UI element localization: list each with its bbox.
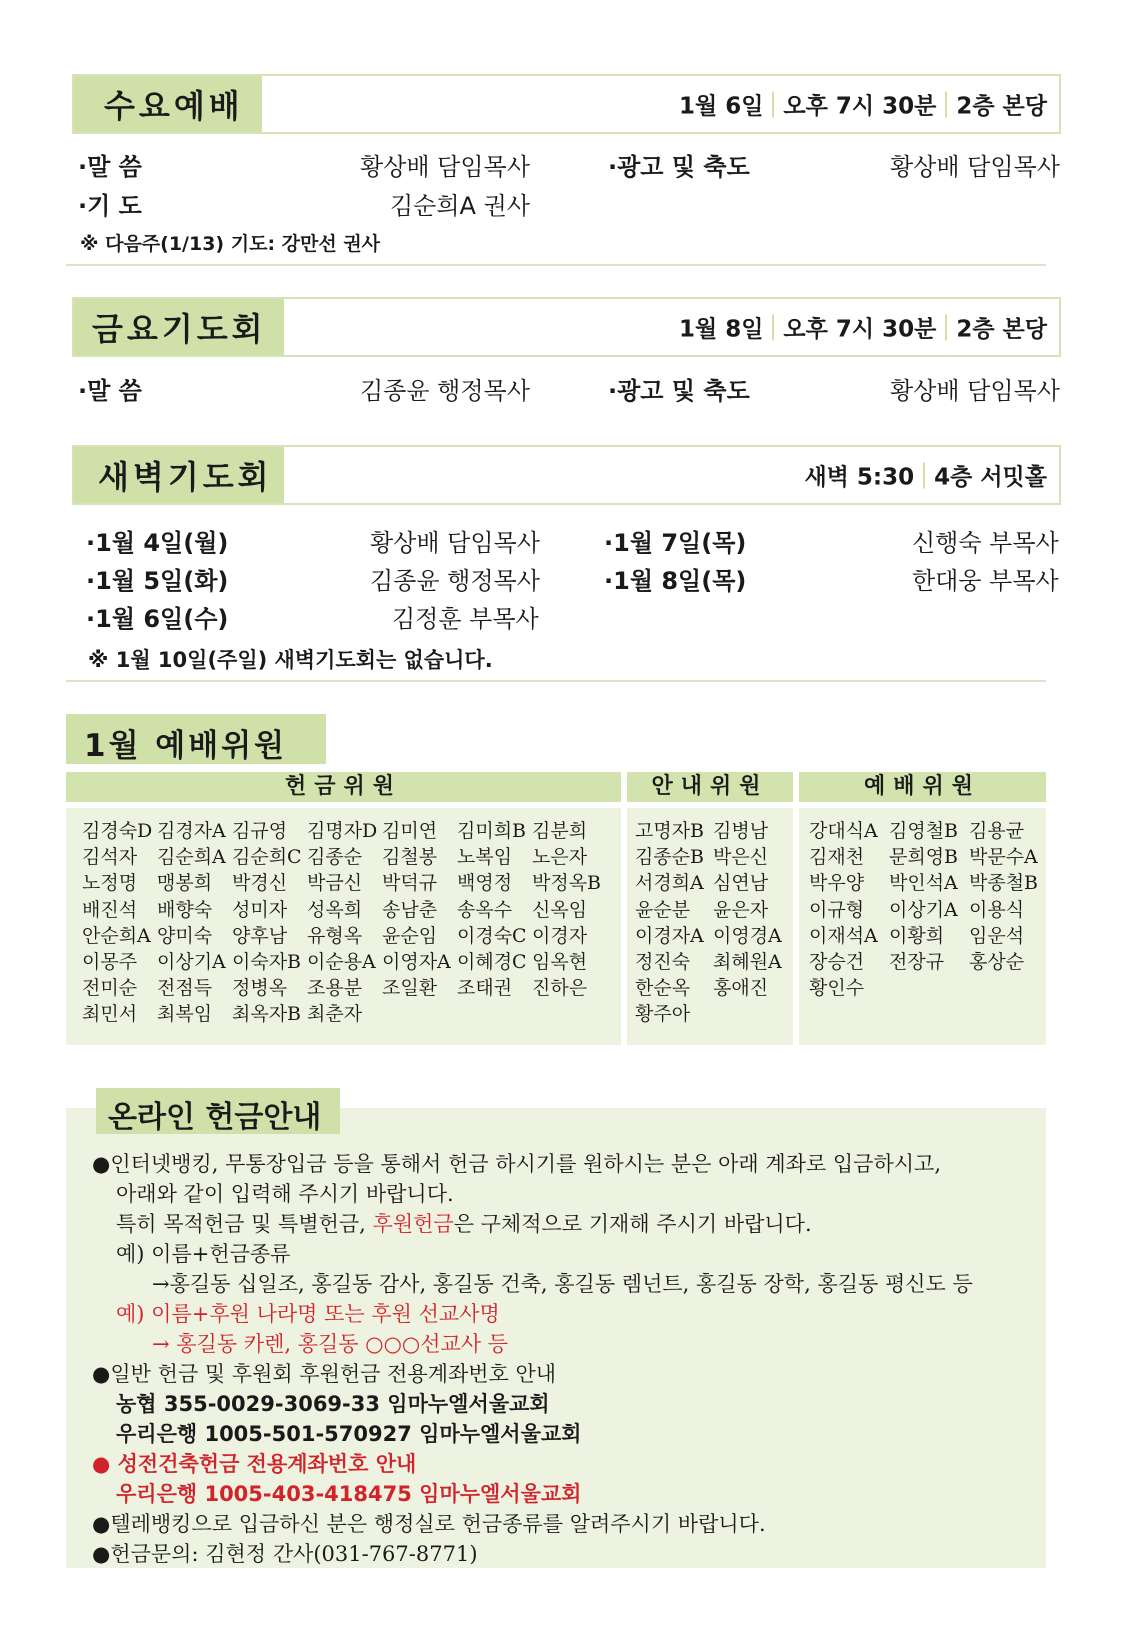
offering-name: 김미연 [382,820,438,842]
dawn-value: 김정훈 부목사 [392,605,539,633]
offering-name: 김순희C [232,846,302,869]
dawn-info [804,459,1047,492]
account-number: 농협 355-0029-3069-33 임마누엘서울교회 [116,1392,550,1416]
wed-title: 수요예배 [104,87,244,125]
offering-name: 김종순 [307,846,363,869]
usher-names [635,818,791,1028]
offering-name: 유형옥 [307,924,363,947]
worship-name: 박종철B [969,872,1039,895]
fri-value: 김종윤 행정목사 [360,377,530,405]
offering-name: 조용분 [307,977,363,1000]
offering-name: 김규영 [232,820,288,842]
offering-name: 최민서 [82,1003,138,1026]
offering-row [82,897,607,923]
usher-name: 홍애진 [713,977,769,1000]
offering-names [82,818,607,1028]
offering-name: 윤순임 [382,924,438,947]
usher-name: 윤은자 [713,898,769,921]
online-line: ●텔레뱅킹으로 입금하신 분은 행정실로 헌금종류를 알려주시기 바랍니다. [92,1512,766,1536]
usher-row [635,949,791,975]
fri-label: ·말 씀 [78,377,142,405]
online-line: →홍길동 십일조, 홍길동 감사, 홍길동 건축, 홍길동 렘넌트, 홍길동 장학, 홍길동 평신도 등 [152,1272,973,1296]
offering-name: 김순희A [157,846,226,869]
worship-name: 박인석A [889,872,958,895]
dawn-place: 4층 서밋홀 [934,464,1047,491]
worship-name: 이황희 [889,924,945,947]
online-text: 특히 목적헌금 및 특별헌금, [116,1212,373,1236]
wed-label: ·말 씀 [78,153,142,181]
worship-name: 김재천 [809,846,865,869]
offering-name: 이순용A [307,951,376,974]
online-line: → 홍길동 카렌, 홍길동 ○○○선교사 등 [152,1332,509,1356]
dawn-label: ·1월 4일(월) [86,529,229,557]
usher-name: 이경자A [635,924,704,947]
fri-value: 황상배 담임목사 [890,377,1060,405]
offering-name: 배향숙 [157,898,213,921]
offering-name: 진하은 [532,977,588,1000]
offering-name: 김철봉 [382,846,438,869]
dawn-value: 황상배 담임목사 [370,529,540,557]
fri-title: 금요기도회 [92,310,267,348]
offering-row [82,844,607,870]
offering-name: 조일환 [382,977,438,1000]
usher-row [635,923,791,949]
dawn-title: 새벽기도회 [98,458,273,496]
usher-list [627,808,793,1045]
worship-header: 예배위원 [799,772,1046,802]
usher-name: 김병남 [713,820,769,842]
fri-place: 2층 본당 [956,316,1047,343]
worship-name: 김영철B [889,820,959,842]
online-line: 예) 이름+헌금종류 [116,1242,291,1266]
usher-name: 서경희A [635,872,704,895]
worship-row [809,923,1049,949]
offering-name: 양미숙 [157,924,213,947]
offering-name: 이경숙C [457,924,527,947]
offering-name: 최옥자B [232,1003,302,1026]
offering-name: 최복임 [157,1003,213,1026]
online-line: ●헌금문의: 김현정 간사(031-767-8771) [92,1542,478,1566]
offering-name: 신옥임 [532,898,588,921]
account-number: 우리은행 1005-501-570927 임마누엘서울교회 [116,1422,582,1446]
offering-name: 김명자D [307,820,378,842]
offering-name: 이혜경C [457,951,527,974]
offering-name: 박덕규 [382,872,438,895]
worship-row [809,949,1049,975]
offering-name: 이경자 [532,924,588,947]
wed-info [679,88,1047,121]
offering-name: 노정명 [82,872,138,895]
wed-place: 2층 본당 [956,93,1047,120]
usher-name: 정진숙 [635,951,691,974]
worship-name: 이상기A [889,898,958,921]
offering-header: 헌금위원 [66,772,621,802]
offering-name: 성옥희 [307,898,363,921]
offering-name: 정병옥 [232,977,288,1000]
online-line: 아래와 같이 입력해 주시기 바랍니다. [116,1182,454,1206]
offering-name: 김석자 [82,846,138,869]
wed-value: 황상배 담임목사 [890,153,1060,181]
offering-row [82,870,607,896]
worship-row [809,975,1049,1001]
worship-name: 황인수 [809,977,865,1000]
usher-name: 최혜원A [713,951,782,974]
offering-list [66,808,621,1045]
online-line [116,1208,812,1238]
offering-name: 노복임 [457,846,513,869]
account-number: 우리은행 1005-403-418475 임마누엘서울교회 [116,1482,582,1506]
usher-row [635,844,791,870]
online-highlight: 후원헌금 [372,1212,454,1236]
offering-name: 송남춘 [382,898,438,921]
offering-name: 성미자 [232,898,288,921]
offering-row [82,923,607,949]
usher-name: 이영경A [713,924,782,947]
worship-name: 장승건 [809,951,865,974]
usher-name: 심연남 [713,872,769,895]
dawn-label: ·1월 7일(목) [604,529,747,557]
offering-name: 이상기A [157,951,226,974]
wed-date: 1월 6일 [678,93,764,120]
offering-name: 맹봉희 [157,872,213,895]
online-text: 은 구체적으로 기재해 주시기 바랍니다. [453,1212,812,1236]
offering-name: 백영정 [457,872,513,895]
worship-names [809,818,1049,1001]
worship-row [809,897,1049,923]
worship-name: 홍상순 [969,951,1025,974]
worship-row [809,818,1049,844]
usher-name: 윤순분 [635,898,691,921]
offering-name: 이영자A [382,951,451,974]
offering-name: 배진석 [82,898,138,921]
usher-name: 고명자B [635,820,705,842]
worship-row [809,870,1049,896]
online-line: ● 성전건축헌금 전용계좌번호 안내 [92,1452,417,1476]
worship-name: 박우양 [809,872,865,895]
worship-name: 이용식 [969,898,1025,921]
offering-row [82,818,607,844]
offering-name: 이몽주 [82,951,138,974]
wed-note: ※ 다음주(1/13) 기도: 강만선 권사 [80,233,381,255]
dawn-time: 새벽 5:30 [804,464,915,491]
worship-name: 이규형 [809,898,865,921]
fri-label: ·광고 및 축도 [608,377,750,405]
offering-row [82,949,607,975]
usher-row [635,975,791,1001]
wed-value: 황상배 담임목사 [360,153,530,181]
offering-name: 김경숙D [82,820,153,842]
worship-name: 이재석A [809,924,878,947]
worship-name: 전장규 [889,951,945,974]
usher-row [635,897,791,923]
worship-name: 김용균 [969,820,1025,842]
offering-row [82,1001,607,1027]
offering-name: 김미희B [457,820,527,842]
wed-label: ·광고 및 축도 [608,153,750,181]
fri-info [679,311,1047,344]
online-line: ●일반 헌금 및 후원회 후원헌금 전용계좌번호 안내 [92,1362,557,1386]
usher-name: 황주아 [635,1003,691,1026]
offering-name: 노은자 [532,846,588,869]
wed-header [72,74,1061,134]
wed-time: 오후 7시 30분 [783,93,937,120]
online-line: 예) 이름+후원 나라명 또는 후원 선교사명 [116,1302,500,1326]
online-line: ●인터넷뱅킹, 무통장입금 등을 통해서 헌금 하시기를 원하시는 분은 아래 계좌로 입금하시고, [92,1152,942,1176]
offering-name: 박금신 [307,872,363,895]
offering-name: 안순희A [82,924,151,947]
usher-name: 한순옥 [635,977,691,1000]
wed-label: ·기 도 [78,192,142,220]
divider [66,680,1046,682]
fri-time: 오후 7시 30분 [783,316,937,343]
usher-row [635,1001,791,1027]
offering-name: 김경자A [157,820,226,842]
offering-name: 전미순 [82,977,138,1000]
usher-header: 안내위원 [627,772,793,802]
dawn-label: ·1월 6일(수) [86,605,229,633]
offering-name: 양후남 [232,924,288,947]
offering-name: 박경신 [232,872,288,895]
usher-row [635,818,791,844]
dawn-label: ·1월 5일(화) [86,567,229,595]
usher-row [635,870,791,896]
worship-row [809,844,1049,870]
offering-name: 이숙자B [232,951,302,974]
offering-name: 송옥수 [457,898,513,921]
dawn-header [72,445,1061,505]
worship-name: 문희영B [889,846,959,869]
dawn-value: 신행숙 부목사 [912,529,1059,557]
offering-name: 박정옥B [532,872,602,895]
offering-name: 김분희 [532,820,588,842]
committee-title: 1월 예배위원 [84,728,288,764]
offering-name: 조태권 [457,977,513,1000]
usher-name: 박은신 [713,846,769,869]
dawn-value: 한대웅 부목사 [912,567,1059,595]
online-title: 온라인 헌금안내 [108,1100,322,1135]
offering-name: 전점득 [157,977,213,1000]
fri-date: 1월 8일 [678,316,764,343]
dawn-value: 김종윤 행정목사 [370,567,540,595]
fri-header [72,297,1061,357]
offering-row [82,975,607,1001]
worship-name: 강대식A [809,820,878,842]
divider [66,264,1046,266]
wed-value: 김순희A 권사 [390,192,530,220]
worship-name: 박문수A [969,846,1038,869]
offering-name: 임옥현 [532,951,588,974]
dawn-label: ·1월 8일(목) [604,567,747,595]
offering-name: 최춘자 [307,1003,363,1026]
dawn-note: ※ 1월 10일(주일) 새벽기도회는 없습니다. [88,648,493,672]
worship-list [799,808,1046,1045]
worship-name: 임운석 [969,924,1025,947]
usher-name: 김종순B [635,846,705,869]
